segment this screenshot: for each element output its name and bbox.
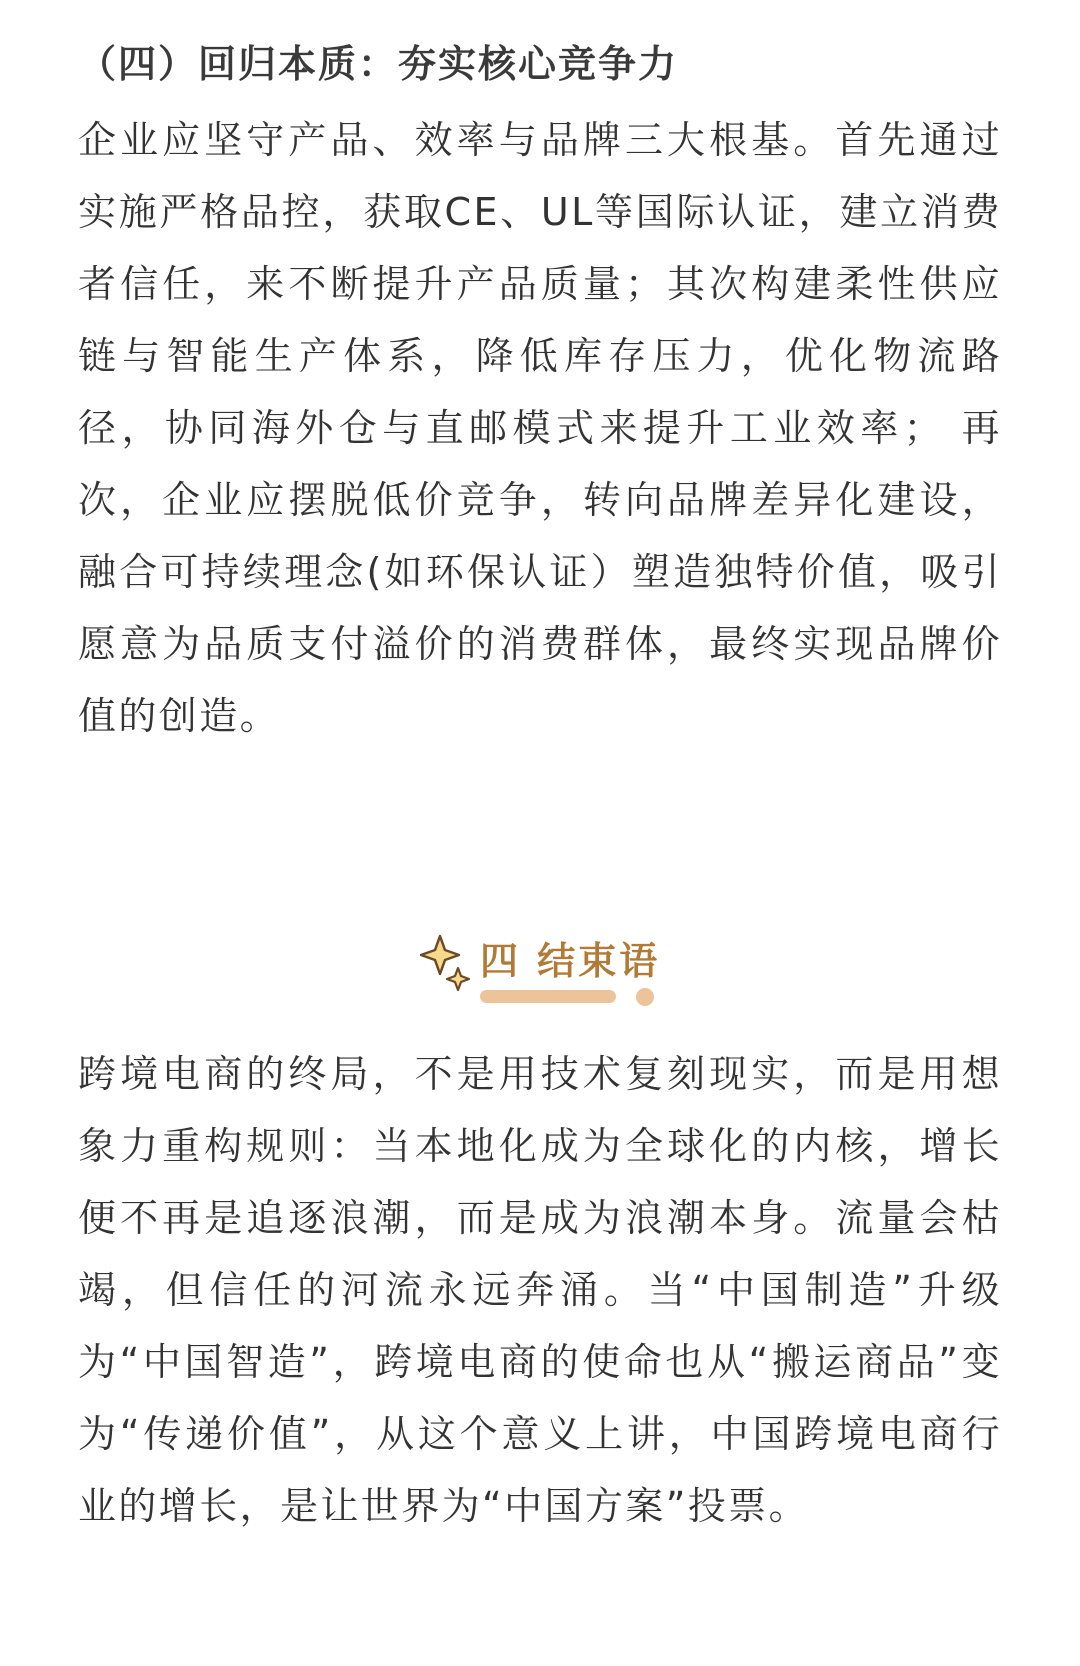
- title-underline-dot: [636, 988, 654, 1006]
- conclusion-paragraph: 跨境电商的终局，不是用技术复刻现实，而是用想象力重构规则：当本地化成为全球化的内核，增长便不再是追逐浪潮，而是成为浪潮本身。流量会枯竭，但信任的河流永远奔涌。当“中国制造”升级为“中国智造”，跨境电商的使命也从“搬运商品”变为“传递价值”，从这个意义上讲，中国跨境电商行业的增长，是让世界为“中国方案”投票。: [78, 1052, 1002, 1528]
- section-title-block: [420, 930, 680, 1020]
- subsection-paragraph: 企业应坚守产品、效率与品牌三大根基。首先通过实施严格品控，获取CE、UL等国际认证，建立消费者信任，来不断提升产品质量；其次构建柔性供应链与智能生产体系，降低库存压力，优化物流路径，协同海外仓与直邮模式来提升工业效率； 再次，企业应摆脱低价竞争，转向品牌差异化建设，融合可持续理念(如环保认证）塑造独特价值，吸引愿意为品质支付溢价的消费群体，最终实现品牌价值的创造。: [78, 118, 1002, 738]
- title-underline-bar: [480, 990, 616, 1003]
- section-title: 四 结束语: [480, 939, 661, 983]
- sparkle-icon: [420, 932, 480, 1002]
- subsection-heading: （四）回归本质：夯实核心竞争力: [78, 42, 679, 86]
